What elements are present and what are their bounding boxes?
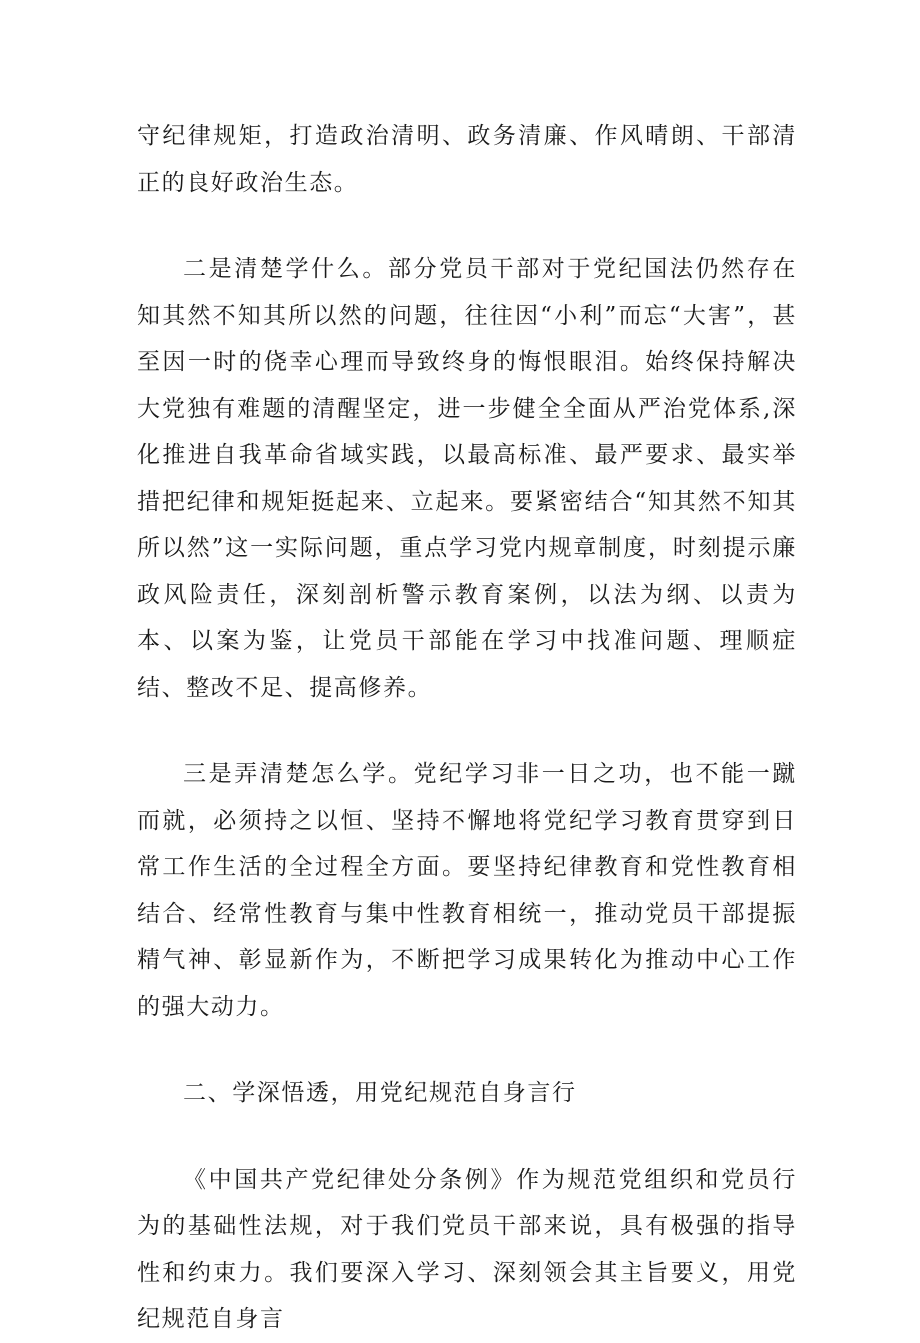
section-heading: 二、学深悟透，用党纪规范自身言行 xyxy=(183,1080,577,1106)
document-body xyxy=(137,113,797,1343)
paragraph-learn-how: 三是弄清楚怎么学。党纪学习非一日之功，也不能一蹴而就，必须持之以恒、坚持不懈地将党纪学习教育贯穿到日常工作生活的全过程全方面。要坚持纪律教育和党性教育相结合、经常性教育与集中性教育相统一，推动党员干部提振精气神、彰显新作为，不断把学习成果转化为推动中心工作的强大动力。 xyxy=(137,761,797,1020)
paragraph-continuation: 守纪律规矩，打造政治清明、政务清廉、作风晴朗、干部清正的良好政治生态。 xyxy=(137,123,797,196)
paragraph-regulations: 《中国共产党纪律处分条例》作为规范党组织和党员行为的基础性法规，对于我们党员干部来说，具有极强的指导性和约束力。我们要深入学习、深刻领会其主旨要义，用党纪规范自身言 xyxy=(137,1166,797,1332)
paragraph-learn-what: 二是清楚学什么。部分党员干部对于党纪国法仍然存在知其然不知其所以然的问题，往往因“小利”而忘“大害”，甚至因一时的侥幸心理而导致终身的悔恨眼泪。始终保持解决大党独有难题的清醒坚定，进一步健全全面从严治党体系,深化推进自我革命省域实践，以最高标准、最严要求、最实举措把纪律和规矩挺起来、立起来。要紧密结合“知其然不知其所以然”这一实际问题，重点学习党内规章制度，时刻提示廉政风险责任，深刻剖析警示教育案例，以法为纲、以责为本、以案为鉴，让党员干部能在学习中找准问题、理顺症结、整改不足、提高修养。 xyxy=(137,256,797,701)
